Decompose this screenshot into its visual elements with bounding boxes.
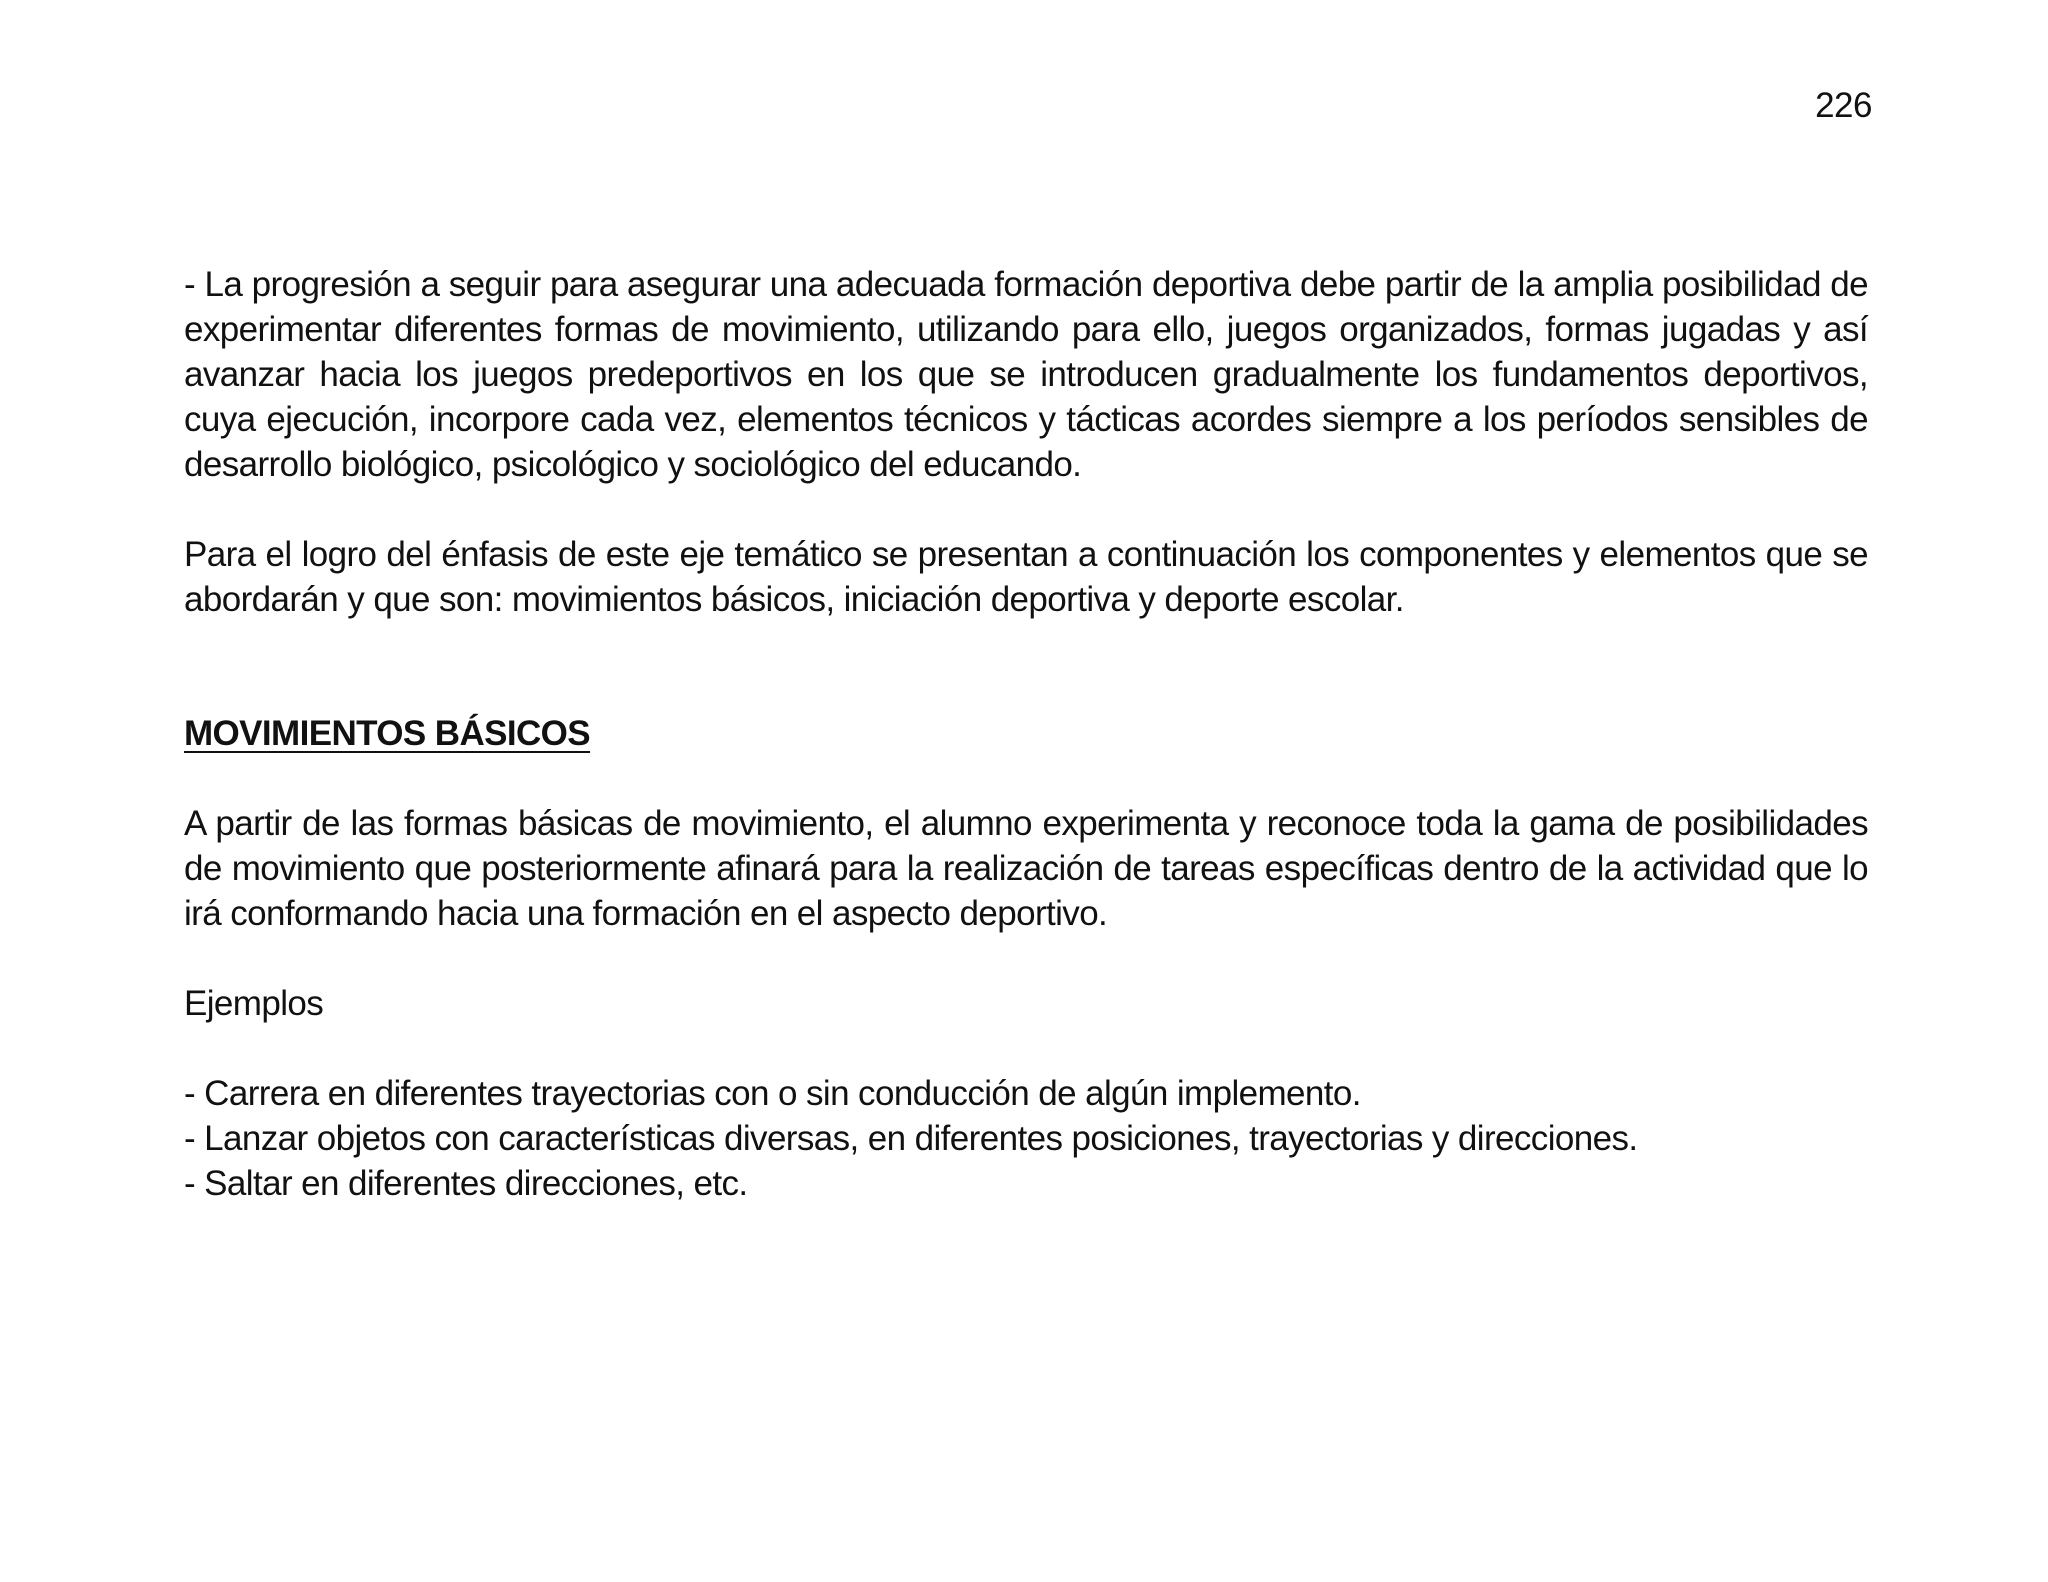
page-number: 226 [1815,86,1872,125]
examples-label: Ejemplos [184,984,324,1023]
example-item: - Carrera en diferentes trayectorias con o sin conducción de algún implemento. [184,1074,1361,1113]
section-paragraph: A partir de las formas básicas de movimiento, el alumno experimenta y reconoce toda la gama de posibilidades de movimiento que posteriormente afinará para la realización de tareas específicas dentro de la actividad que lo irá conformando hacia una formación en el aspecto deportivo. [184,804,1868,933]
emphasis-paragraph: Para el logro del énfasis de este eje temático se presentan a continuación los componentes y elementos que se abordarán y que son: movimientos básicos, iniciación deportiva y deporte escolar. [184,535,1868,619]
examples-list [184,1071,1868,1206]
example-item: - Lanzar objetos con características diversas, en diferentes posiciones, trayectorias y direcciones. [184,1119,1638,1158]
intro-paragraph: - La progresión a seguir para asegurar una adecuada formación deportiva debe partir de la amplia posibilidad de experimentar diferentes formas de movimiento, utilizando para ello, juegos organizados, formas jugadas y así avanzar hacia los juegos predeportivos en los que se introducen gradualmente los fundamentos deportivos, cuya ejecución, incorpore cada vez, elementos técnicos y tácticas acordes siempre a los períodos sensibles de desarrollo biológico, psicológico y sociológico del educando. [184,265,1868,484]
example-item: - Saltar en diferentes direcciones, etc. [184,1164,748,1203]
section-heading: MOVIMIENTOS BÁSICOS [184,714,591,753]
document-body [184,262,1868,1206]
